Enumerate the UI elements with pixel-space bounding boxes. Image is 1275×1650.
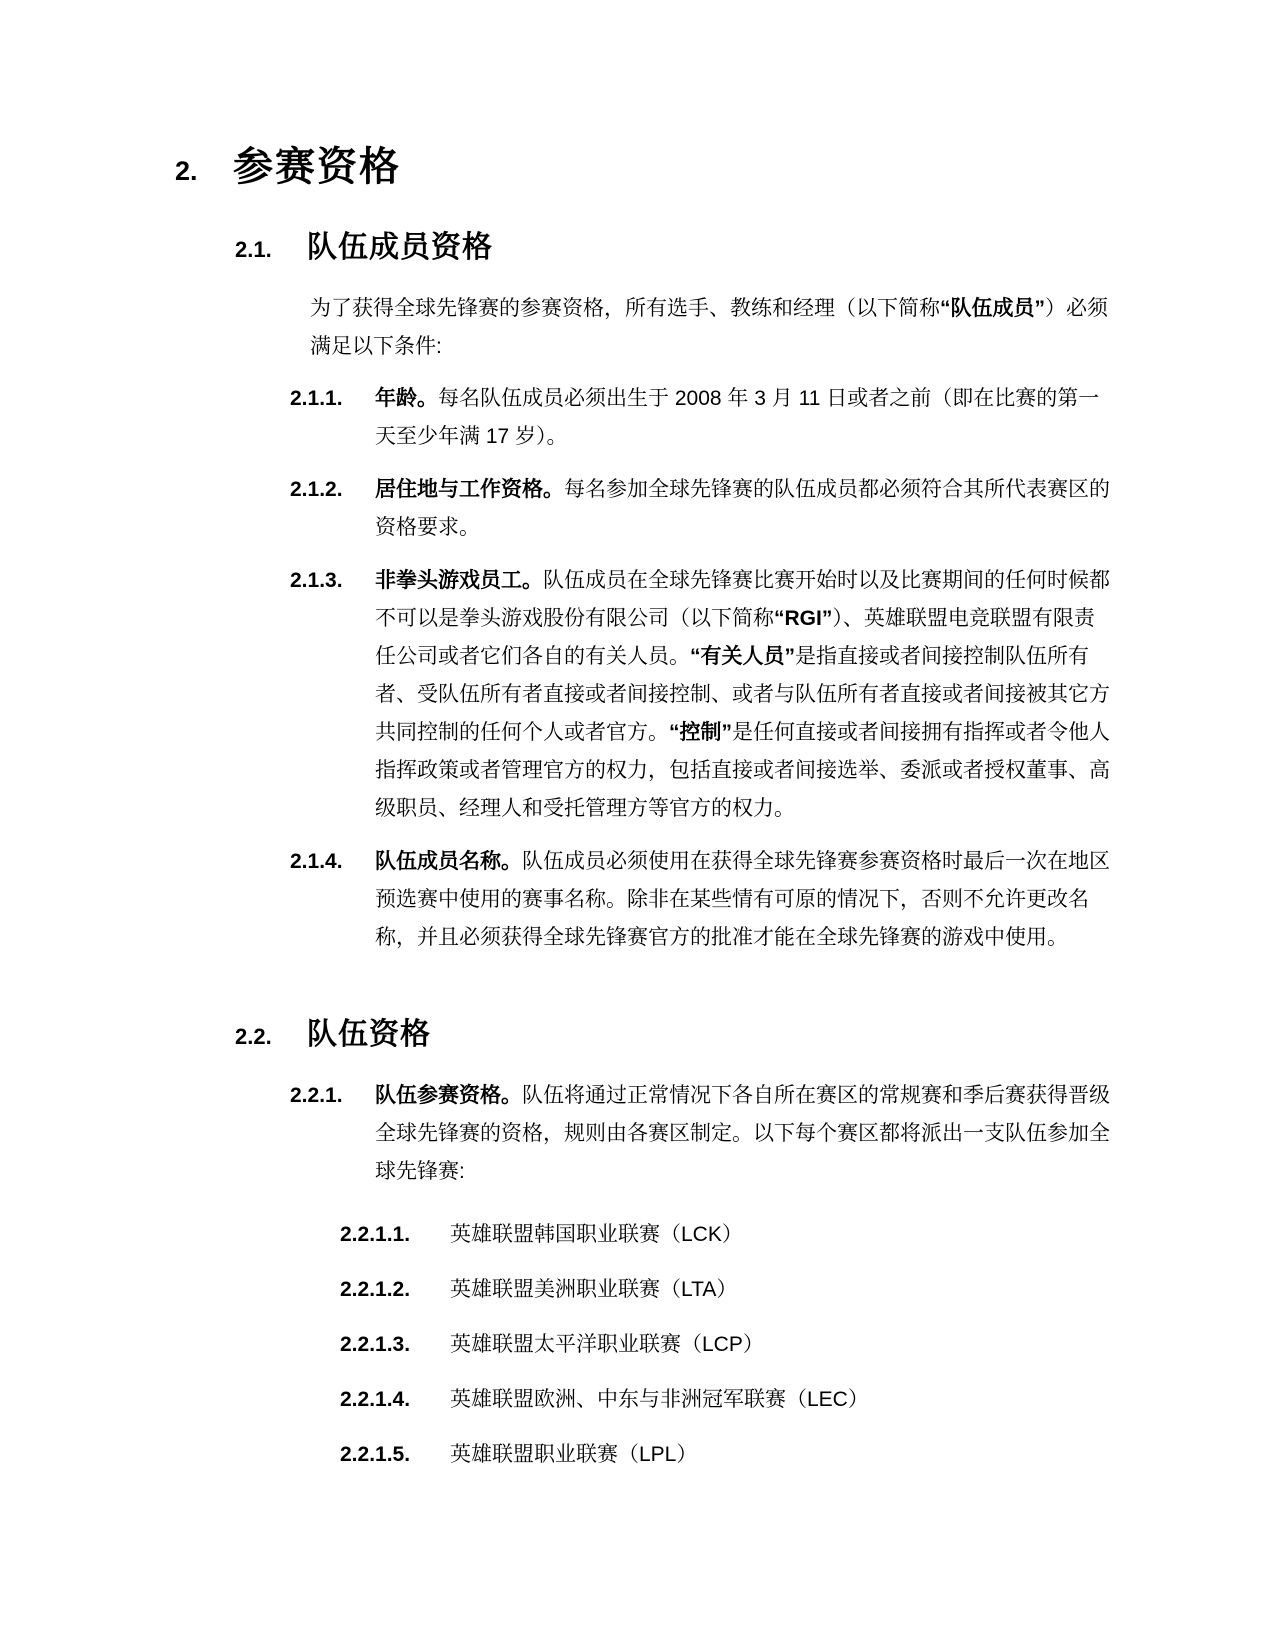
league-lec-name: 英雄联盟欧洲、中东与非洲冠军联赛（LEC）: [450, 1388, 869, 1411]
clause-2-1-1-body: 每名队伍成员必须出生于 2008 年 3 月 11 日或者之前（即在比赛的第一天至少年满 17 岁）。: [375, 387, 1100, 448]
section-2-1-intro-paragraph: [310, 290, 1115, 366]
clause-2-2-1: [290, 1077, 1115, 1191]
clause-2-1-4-number: 2.1.4.: [290, 850, 343, 873]
section-2-1-number: 2.1.: [235, 237, 272, 262]
clause-2-1-4: [290, 843, 1115, 957]
clause-2-1-1-number: 2.1.1.: [290, 387, 343, 410]
clause-2-2-1-body: 队伍将通过正常情况下各自所在赛区的常规赛和季后赛获得晋级全球先锋赛的资格，规则由各赛区制定。以下每个赛区都将派出一支队伍参加全球先锋赛:: [375, 1084, 1110, 1183]
clause-2-1-3: [290, 562, 1115, 828]
clause-2-1-4-text: [375, 843, 1110, 957]
clause-2-1-3-segment: ）、英雄联盟电竞联盟有限责任公司或者它们各自的有关人员。: [375, 607, 1095, 668]
league-lcp-number: 2.2.1.3.: [340, 1333, 411, 1356]
clause-2-1-1: [290, 380, 1115, 456]
league-lec-number: 2.2.1.4.: [340, 1388, 411, 1411]
league-lpl-name: 英雄联盟职业联赛（LPL）: [450, 1443, 698, 1466]
section-2-2-number: 2.2.: [235, 1024, 272, 1049]
clause-2-1-3-number: 2.1.3.: [290, 569, 343, 592]
league-lcp-name: 英雄联盟太平洋职业联赛（LCP）: [450, 1333, 764, 1356]
league-lta-number: 2.2.1.2.: [340, 1278, 411, 1301]
league-item-lpl: [340, 1436, 1115, 1474]
intro-text: 为了获得全球先锋赛的参赛资格，所有选手、教练和经理（以下简称: [310, 297, 940, 320]
league-item-lec: [340, 1381, 1115, 1419]
clause-2-1-3-text: [375, 562, 1110, 828]
clause-2-1-2-lead: 居住地与工作资格。: [375, 478, 564, 501]
clause-2-1-1-lead: 年龄。: [375, 387, 438, 410]
clause-2-1-1-text: [375, 380, 1110, 456]
clause-2-1-2: [290, 471, 1115, 547]
term-related-person: “有关人员”: [690, 645, 795, 668]
clause-2-1-4-body: 队伍成员必须使用在获得全球先锋赛参赛资格时最后一次在地区预选赛中使用的赛事名称。除非在某些情有可原的情况下，否则不允许更改名称，并且必须获得全球先锋赛官方的批准才能在全球先锋赛的游戏中使用。: [375, 850, 1110, 949]
clause-2-1-2-text: [375, 471, 1110, 547]
clause-2-1-2-number: 2.1.2.: [290, 478, 343, 501]
league-lck-number: 2.2.1.1.: [340, 1223, 411, 1246]
term-team-member: “队伍成员”: [940, 297, 1045, 320]
league-item-lta: [340, 1271, 1115, 1309]
section-2-1-title: 队伍成员资格: [307, 231, 493, 264]
section-2-2-heading: [235, 1009, 1115, 1053]
clause-2-1-3-lead: 非拳头游戏员工。: [375, 569, 543, 592]
section-2-1-heading: [235, 222, 1115, 266]
clause-2-2-1-text: [375, 1077, 1110, 1191]
term-rgi: “RGI”: [774, 607, 833, 630]
league-item-lcp: [340, 1326, 1115, 1364]
clause-2-1-3-segment: 是指直接或者间接控制队伍所有者、受队伍所有者直接或者间接控制、或者与队伍所有者直接或者间接被其它方共同控制的任何个人或者官方。: [375, 645, 1110, 744]
league-lta-name: 英雄联盟美洲职业联赛（LTA）: [450, 1278, 738, 1301]
clause-2-1-3-segment: 是任何直接或者间接拥有指挥或者令他人指挥政策或者管理官方的权力，包括直接或者间接选举、委派或者授权董事、高级职员、经理人和受托管理方等官方的权力。: [375, 721, 1110, 820]
clause-2-1-4-lead: 队伍成员名称。: [375, 850, 522, 873]
spacer: [175, 1206, 1115, 1216]
league-lck-name: 英雄联盟韩国职业联赛（LCK）: [450, 1223, 743, 1246]
clause-2-1-3-segment: 队伍成员在全球先锋赛比赛开始时以及比赛期间的任何时候都不可以是拳头游戏股份有限公司（以下简称: [375, 569, 1110, 630]
league-lpl-number: 2.2.1.5.: [340, 1443, 411, 1466]
section-2-number: 2.: [175, 156, 198, 186]
league-item-lck: [340, 1216, 1115, 1254]
section-2-2-title: 队伍资格: [307, 1018, 431, 1051]
clause-2-2-1-number: 2.2.1.: [290, 1084, 343, 1107]
section-2-title: 参赛资格: [233, 145, 401, 189]
term-control: “控制”: [669, 721, 732, 744]
section-2-heading: [175, 135, 1115, 192]
intro-text-end: ）必须满足以下条件:: [310, 297, 1108, 358]
clause-2-1-2-body: 每名参加全球先锋赛的队伍成员都必须符合其所代表赛区的资格要求。: [375, 478, 1110, 539]
clause-2-2-1-lead: 队伍参赛资格。: [375, 1084, 522, 1107]
